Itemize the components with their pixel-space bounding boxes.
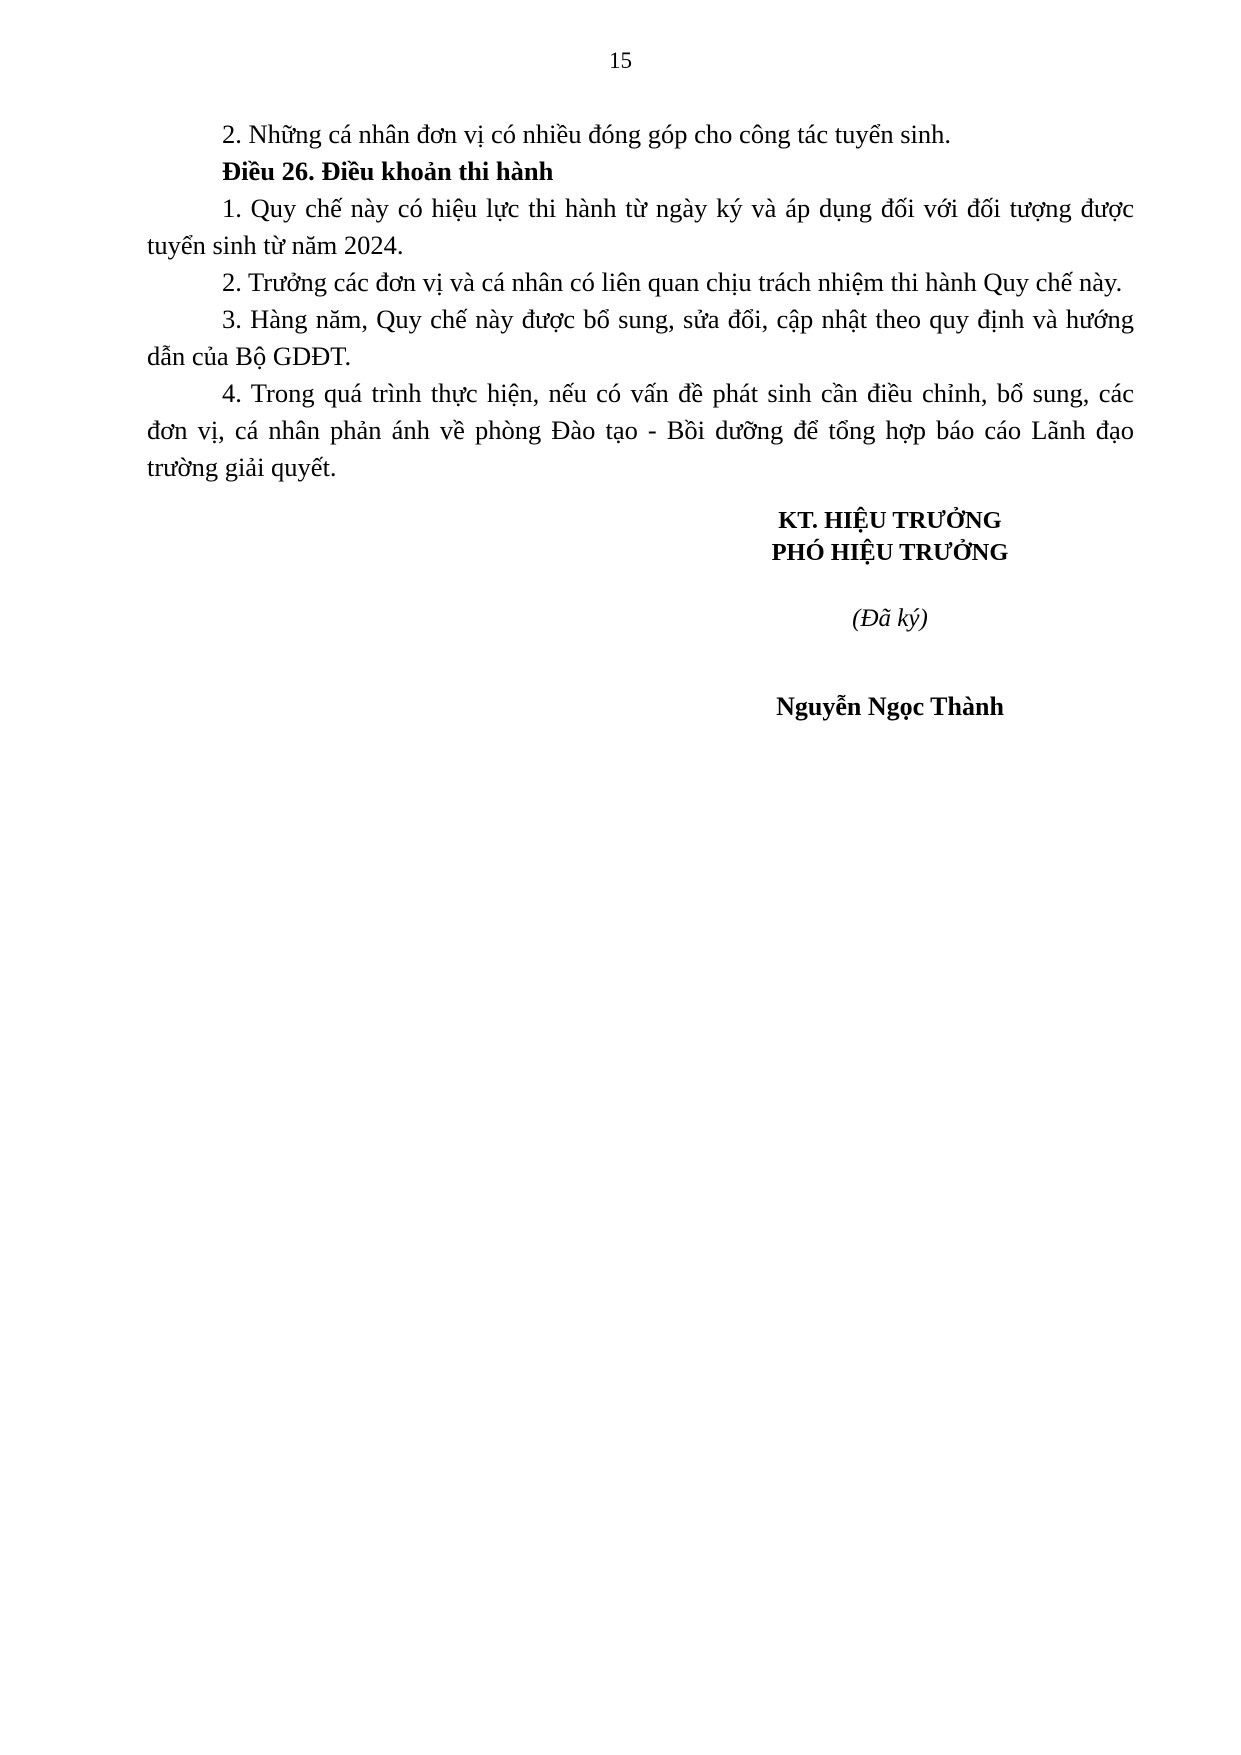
signed-note: (Đã ký) [852,605,928,632]
clause-item-2-contributors: 2. Những cá nhân đơn vị có nhiều đóng góp cho công tác tuyển sinh. [222,119,952,149]
article-26-heading: Điều 26. Điều khoản thi hành [222,156,554,186]
page-number: 15 [609,48,632,73]
signature-title-line-1: KT. HIỆU TRƯỞNG [778,507,1002,534]
document-body [147,116,1134,486]
signature-title-line-2: PHÓ HIỆU TRƯỞNG [771,539,1009,566]
article-26-item-3: 3. Hàng năm, Quy chế này được bổ sung, sửa đổi, cập nhật theo quy định và hướng dẫn của Bộ GDĐT. [147,304,1134,371]
signature-title [735,505,1045,569]
signatory-name: Nguyễn Ngọc Thành [776,692,1004,721]
article-26-item-4: 4. Trong quá trình thực hiện, nếu có vấn đề phát sinh cần điều chỉnh, bổ sung, các đơn vị, cá nhân phản ánh về phòng Đào tạo - Bồi dưỡng để tổng hợp báo cáo Lãnh đạo trường giải quyết. [147,378,1134,482]
article-26-item-2: 2. Trưởng các đơn vị và cá nhân có liên quan chịu trách nhiệm thi hành Quy chế này. [222,267,1123,297]
article-26-item-1: 1. Quy chế này có hiệu lực thi hành từ ngày ký và áp dụng đối với đối tượng được tuyển sinh từ năm 2024. [147,193,1134,260]
